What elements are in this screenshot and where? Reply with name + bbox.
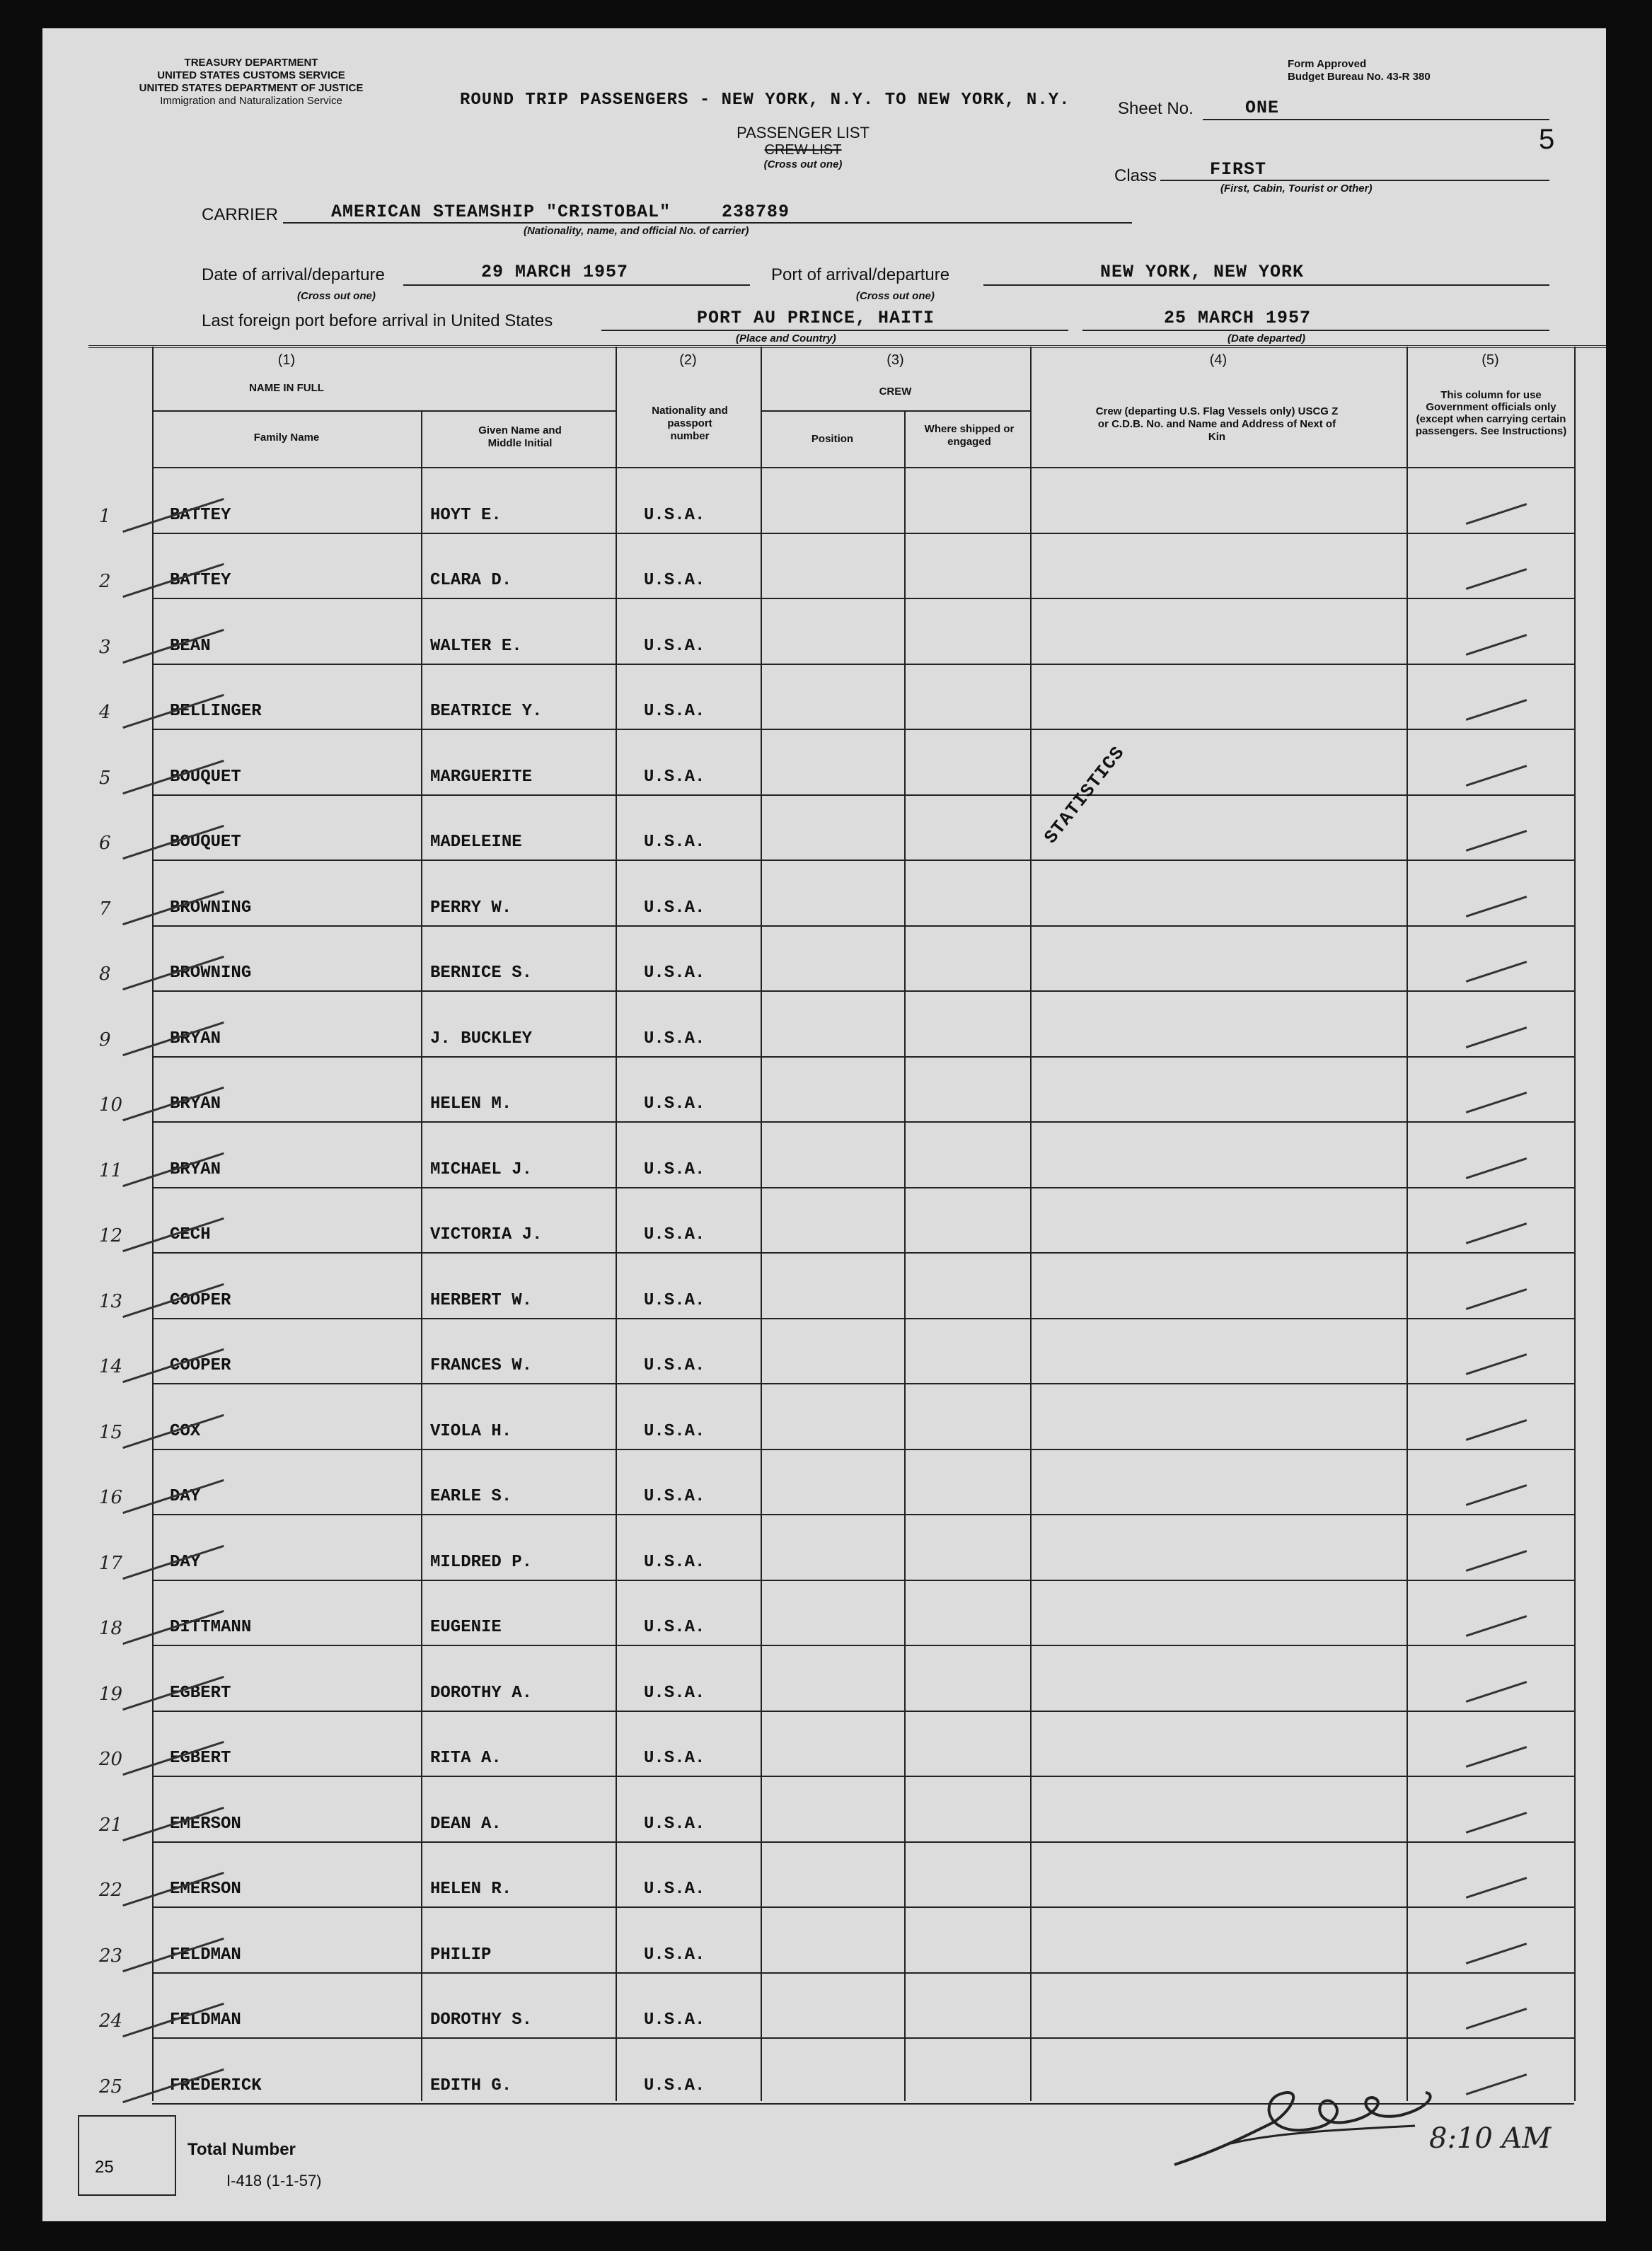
- place-hint: (Place and Country): [736, 332, 836, 345]
- header-subrule-col1: [152, 410, 616, 412]
- row-number: 14: [99, 1356, 123, 1377]
- family-name-header: Family Name: [253, 432, 320, 444]
- row-rule: [152, 1514, 1574, 1515]
- nationality-cell: U.S.A.: [644, 571, 705, 590]
- row-number: 3: [99, 636, 111, 658]
- row-number: 8: [99, 964, 111, 985]
- table-top-rule: [88, 345, 1606, 348]
- given-name-cell: VICTORIA J.: [430, 1225, 543, 1244]
- total-value: 25: [95, 2158, 114, 2177]
- given-name-cell: BERNICE S.: [430, 964, 533, 983]
- class-underline: [1160, 180, 1549, 181]
- date-label: Date of arrival/departure: [202, 265, 385, 284]
- family-name-cell: FREDERICK: [170, 2076, 262, 2095]
- agency-line: Immigration and Naturalization Service: [160, 95, 342, 107]
- row-rule: [152, 729, 1574, 730]
- check-mark: [1466, 634, 1527, 656]
- divider-col2: [616, 347, 617, 2101]
- total-label: Total Number: [187, 2140, 296, 2159]
- check-mark: [1466, 961, 1527, 983]
- nationality-cell: U.S.A.: [644, 1683, 705, 1703]
- family-name-cell: DITTMANN: [170, 1618, 252, 1637]
- check-mark: [1466, 1092, 1527, 1113]
- given-name-cell: PHILIP: [430, 1945, 492, 1964]
- divider-col4: [1030, 347, 1032, 2101]
- list-type: [704, 124, 902, 170]
- row-number: 5: [99, 767, 111, 789]
- last-port-underline: [601, 330, 1068, 331]
- statistics-stamp: STATISTICS: [1040, 742, 1129, 848]
- check-mark: [1466, 1157, 1527, 1179]
- given-name-cell: VIOLA H.: [430, 1421, 512, 1441]
- row-rule: [152, 1449, 1574, 1450]
- row-number: 6: [99, 833, 111, 854]
- given-name-cell: HELEN R.: [430, 1880, 512, 1899]
- family-name-cell: BRYAN: [170, 1029, 221, 1048]
- nationality-cell: U.S.A.: [644, 1618, 705, 1637]
- header-bottom-rule: [152, 467, 1574, 468]
- row-number: 10: [99, 1094, 123, 1116]
- nationality-cell: U.S.A.: [644, 2010, 705, 2030]
- nationality-cell: U.S.A.: [644, 1814, 705, 1834]
- given-name-cell: DEAN A.: [430, 1814, 502, 1834]
- given-name-cell: EUGENIE: [430, 1618, 502, 1637]
- date-departed-underline: [1082, 330, 1549, 331]
- col3-title: CREW: [879, 386, 912, 398]
- nationality-cell: U.S.A.: [644, 1880, 705, 1899]
- family-name-cell: COOPER: [170, 1290, 231, 1310]
- date-value: 29 MARCH 1957: [481, 262, 629, 282]
- check-mark: [1466, 699, 1527, 721]
- given-name-cell: PERRY W.: [430, 898, 512, 918]
- family-name-cell: FELDMAN: [170, 2010, 241, 2030]
- row-rule: [152, 1645, 1574, 1646]
- budget-bureau-text: Budget Bureau No. 43-R 380: [1288, 71, 1431, 83]
- row-number: 12: [99, 1225, 123, 1246]
- col2-title: Nationality and passport number: [652, 405, 728, 442]
- family-name-cell: FELDMAN: [170, 1945, 241, 1964]
- family-name-cell: BATTEY: [170, 505, 231, 525]
- form-approved-text: Form Approved: [1288, 58, 1367, 70]
- given-name-cell: EDITH G.: [430, 2076, 512, 2095]
- col5-title: This column for use Government officials only (except when carrying certain passengers. See Instructions): [1415, 389, 1567, 437]
- family-name-cell: EMERSON: [170, 1814, 241, 1834]
- family-name-cell: BOUQUET: [170, 833, 241, 852]
- nationality-cell: U.S.A.: [644, 1945, 705, 1964]
- row-rule: [152, 990, 1574, 992]
- carrier-number: 238789: [722, 202, 790, 222]
- row-number: 21: [99, 1814, 123, 1836]
- row-number: 24: [99, 2010, 123, 2032]
- family-name-cell: BRYAN: [170, 1094, 221, 1113]
- family-name-cell: DAY: [170, 1552, 201, 1572]
- class-hint: (First, Cabin, Tourist or Other): [1220, 183, 1373, 195]
- row-number: 19: [99, 1683, 123, 1705]
- time-note: 8:10 AM: [1429, 2122, 1552, 2155]
- given-name-cell: RITA A.: [430, 1749, 502, 1768]
- row-rule: [152, 1252, 1574, 1254]
- family-name-cell: BEAN: [170, 636, 211, 656]
- row-rule: [152, 794, 1574, 796]
- nationality-cell: U.S.A.: [644, 1029, 705, 1048]
- row-rule: [152, 598, 1574, 599]
- family-name-cell: EGBERT: [170, 1749, 231, 1768]
- nationality-cell: U.S.A.: [644, 1225, 705, 1244]
- nationality-cell: U.S.A.: [644, 898, 705, 918]
- row-number: 9: [99, 1029, 111, 1051]
- row-rule: [152, 1972, 1574, 1974]
- row-number: 16: [99, 1487, 123, 1508]
- class-value: FIRST: [1210, 159, 1267, 180]
- row-rule: [152, 1906, 1574, 1908]
- row-rule: [152, 1318, 1574, 1319]
- family-name-cell: EGBERT: [170, 1683, 231, 1703]
- agency-line: UNITED STATES CUSTOMS SERVICE: [157, 69, 345, 81]
- row-rule: [152, 1580, 1574, 1581]
- row-number: 11: [99, 1159, 123, 1181]
- given-name-cell: MADELEINE: [430, 833, 522, 852]
- row-rule: [152, 533, 1574, 534]
- nationality-cell: U.S.A.: [644, 1487, 705, 1506]
- family-name-cell: BATTEY: [170, 571, 231, 590]
- class-label: Class: [1114, 166, 1157, 185]
- nationality-cell: U.S.A.: [644, 702, 705, 721]
- check-mark: [1466, 1484, 1527, 1506]
- given-name-header: Given Name and Middle Initial: [478, 424, 562, 449]
- row-number: 23: [99, 1945, 123, 1967]
- nationality-cell: U.S.A.: [644, 1552, 705, 1572]
- shipped-header: Where shipped or engaged: [924, 423, 1015, 448]
- row-number: 1: [99, 505, 111, 527]
- check-mark: [1466, 1615, 1527, 1637]
- check-mark: [1466, 765, 1527, 787]
- row-rule: [152, 1121, 1574, 1123]
- check-mark: [1466, 2008, 1527, 2030]
- row-number: 15: [99, 1421, 123, 1443]
- row-number: 13: [99, 1290, 123, 1312]
- nationality-cell: U.S.A.: [644, 1356, 705, 1375]
- port-hint: (Cross out one): [856, 290, 935, 302]
- row-rule: [152, 925, 1574, 927]
- check-mark: [1466, 1026, 1527, 1048]
- check-mark: [1466, 1943, 1527, 1964]
- col5-number: (5): [1481, 352, 1499, 368]
- col1-number: (1): [277, 352, 296, 368]
- family-name-cell: BROWNING: [170, 964, 252, 983]
- col3-number: (3): [886, 352, 904, 368]
- document-title: ROUND TRIP PASSENGERS - NEW YORK, N.Y. TO NEW YORK, N.Y.: [460, 91, 1070, 110]
- nationality-cell: U.S.A.: [644, 964, 705, 983]
- row-number: 4: [99, 702, 111, 723]
- check-mark: [1466, 1288, 1527, 1310]
- row-number: 18: [99, 1618, 123, 1639]
- total-box: [78, 2115, 176, 2196]
- row-rule: [152, 664, 1574, 665]
- nationality-cell: U.S.A.: [644, 1749, 705, 1768]
- divider-col3: [761, 347, 762, 2101]
- family-name-cell: EMERSON: [170, 1880, 241, 1899]
- cross-out-hint: (Cross out one): [763, 158, 843, 170]
- sheet-label: Sheet No.: [1118, 99, 1194, 118]
- check-mark: [1466, 1353, 1527, 1375]
- nationality-cell: U.S.A.: [644, 1421, 705, 1441]
- nationality-cell: U.S.A.: [644, 1159, 705, 1179]
- family-name-cell: BROWNING: [170, 898, 252, 918]
- col4-title: Crew (departing U.S. Flag Vessels only) USCG Z or C.D.B. No. and Name and Address of Next of Kin: [1095, 405, 1339, 443]
- divider-col5: [1406, 347, 1408, 2101]
- family-name-cell: BOUQUET: [170, 767, 241, 787]
- nationality-cell: U.S.A.: [644, 1290, 705, 1310]
- row-rule: [152, 860, 1574, 861]
- tally-mark: [122, 1544, 224, 1579]
- date-underline: [403, 284, 750, 286]
- carrier-hint: (Nationality, name, and official No. of carrier): [524, 225, 749, 237]
- given-name-cell: FRANCES W.: [430, 1356, 533, 1375]
- check-mark: [1466, 1222, 1527, 1244]
- row-rule: [152, 1383, 1574, 1384]
- col4-number: (4): [1209, 352, 1228, 368]
- agency-line: TREASURY DEPARTMENT: [184, 57, 318, 69]
- family-name-cell: COX: [170, 1421, 201, 1441]
- row-rule: [152, 2037, 1574, 2039]
- agency-block: [110, 57, 393, 108]
- form-number: I-418 (1-1-57): [226, 2172, 322, 2189]
- given-name-cell: WALTER E.: [430, 636, 522, 656]
- row-rule: [152, 1711, 1574, 1712]
- nationality-cell: U.S.A.: [644, 2076, 705, 2095]
- date-hint: (Cross out one): [297, 290, 376, 302]
- col2-number: (2): [679, 352, 697, 368]
- family-name-cell: BELLINGER: [170, 702, 262, 721]
- given-name-cell: HOYT E.: [430, 505, 502, 525]
- check-mark: [1466, 1812, 1527, 1834]
- passenger-list-label: PASSENGER LIST: [737, 124, 870, 141]
- family-name-cell: COOPER: [170, 1356, 231, 1375]
- given-name-cell: J. BUCKLEY: [430, 1029, 533, 1048]
- col1-title: NAME IN FULL: [249, 382, 324, 394]
- nationality-cell: U.S.A.: [644, 1094, 705, 1113]
- table-right-border: [1574, 347, 1576, 2101]
- given-name-cell: HELEN M.: [430, 1094, 512, 1113]
- port-label: Port of arrival/departure: [771, 265, 950, 284]
- check-mark: [1466, 830, 1527, 852]
- check-mark: [1466, 568, 1527, 590]
- check-mark: [1466, 1877, 1527, 1899]
- row-number: 20: [99, 1749, 123, 1770]
- nationality-cell: U.S.A.: [644, 833, 705, 852]
- row-rule: [152, 1776, 1574, 1777]
- given-name-cell: MILDRED P.: [430, 1552, 533, 1572]
- last-port-value: PORT AU PRINCE, HAITI: [697, 308, 935, 328]
- check-mark: [1466, 503, 1527, 525]
- crew-list-struck: CREW LIST: [764, 142, 842, 158]
- position-header: Position: [811, 433, 854, 445]
- port-value: NEW YORK, NEW YORK: [1100, 262, 1305, 282]
- nationality-cell: U.S.A.: [644, 767, 705, 787]
- nationality-cell: U.S.A.: [644, 636, 705, 656]
- date-departed-value: 25 MARCH 1957: [1164, 308, 1312, 328]
- row-rule: [152, 1187, 1574, 1188]
- row-number: 25: [99, 2076, 123, 2097]
- given-name-cell: MICHAEL J.: [430, 1159, 533, 1179]
- given-name-cell: HERBERT W.: [430, 1290, 533, 1310]
- family-name-cell: CECH: [170, 1225, 211, 1244]
- tally-mark: [122, 1479, 224, 1514]
- given-name-cell: BEATRICE Y.: [430, 702, 543, 721]
- given-name-cell: CLARA D.: [430, 571, 512, 590]
- nationality-cell: U.S.A.: [644, 505, 705, 525]
- sheet-underline: [1203, 119, 1549, 120]
- date-departed-hint: (Date departed): [1228, 332, 1306, 345]
- port-underline: [983, 284, 1549, 286]
- page-number: 5: [1539, 124, 1555, 155]
- given-name-cell: EARLE S.: [430, 1487, 512, 1506]
- header-subrule-col3: [761, 410, 1030, 412]
- table-left-border: [152, 347, 154, 2101]
- check-mark: [1466, 1746, 1527, 1768]
- check-mark: [1466, 1550, 1527, 1572]
- row-number: 7: [99, 898, 111, 920]
- check-mark: [1466, 1681, 1527, 1703]
- check-mark: [1466, 896, 1527, 918]
- form-approved: [1288, 58, 1431, 83]
- given-name-cell: MARGUERITE: [430, 767, 533, 787]
- agency-line: UNITED STATES DEPARTMENT OF JUSTICE: [139, 82, 364, 94]
- last-port-label: Last foreign port before arrival in United States: [202, 311, 553, 330]
- given-name-cell: DOROTHY S.: [430, 2010, 533, 2030]
- row-number: 2: [99, 571, 111, 592]
- row-number: 22: [99, 1880, 123, 1901]
- family-name-cell: BRYAN: [170, 1159, 221, 1179]
- row-rule: [152, 1841, 1574, 1843]
- carrier-label: CARRIER: [202, 205, 279, 224]
- check-mark: [1466, 1419, 1527, 1441]
- carrier-value: AMERICAN STEAMSHIP "CRISTOBAL": [331, 202, 671, 222]
- family-name-cell: DAY: [170, 1487, 201, 1506]
- document-sheet: [42, 28, 1606, 2221]
- row-number: 17: [99, 1552, 123, 1574]
- given-name-cell: DOROTHY A.: [430, 1683, 533, 1703]
- tally-mark: [122, 1413, 224, 1448]
- sheet-value: ONE: [1245, 98, 1280, 118]
- carrier-underline: [283, 222, 1132, 224]
- row-rule: [152, 1056, 1574, 1058]
